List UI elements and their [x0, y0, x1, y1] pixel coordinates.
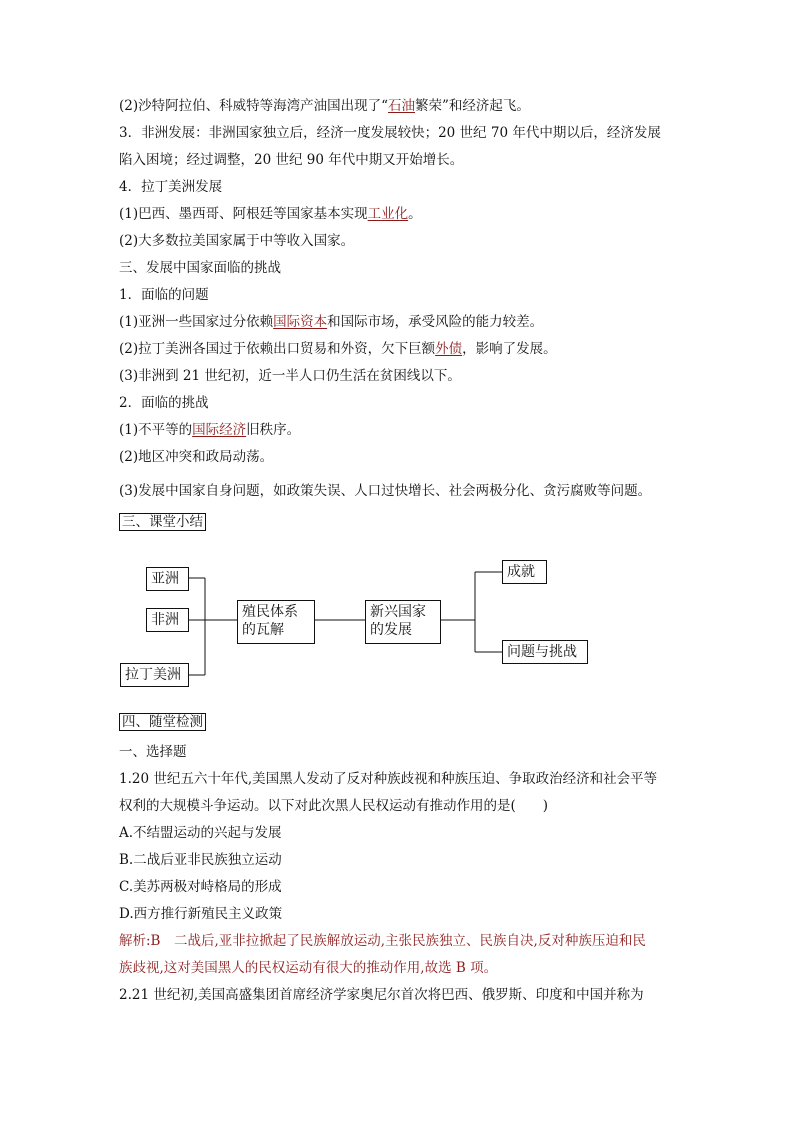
question-text: 1.20 世纪五六十年代,美国黑人发动了反对种族歧视和种族压迫、争取政治经济和社会平等 — [119, 771, 658, 787]
section-heading: 1．面临的问题 — [119, 287, 209, 303]
section-heading: 4．拉丁美洲发展 — [119, 179, 223, 195]
fill-in-answer: 工业化 — [367, 206, 409, 222]
node-africa: 非洲 — [146, 608, 189, 632]
text-line: (3)非洲到 21 世纪初，近一半人口仍生活在贫困线以下。 — [119, 368, 461, 384]
text-line: 3．非洲发展：非洲国家独立后，经济一度发展较快；20 世纪 70 年代中期以后，经济发展 — [119, 125, 661, 141]
text-line: (3)发展中国家自身问题，如政策失误、人口过快增长、社会两极分化、贪污腐败等问题。 — [119, 483, 652, 499]
node-achievements: 成就 — [502, 560, 547, 584]
option-d: D.西方推行新殖民主义政策 — [119, 906, 283, 922]
text-segment: (2)沙特阿拉伯、科威特等海湾产油国出现了“ — [119, 98, 389, 114]
node-latin-america: 拉丁美洲 — [120, 663, 189, 687]
text-segment: (2)拉丁美洲各国过于依赖出口贸易和外资，欠下巨额 — [119, 341, 436, 357]
analysis-text: 族歧视,这对美国黑人的民权运动有很大的推动作用,故选 B 项。 — [119, 960, 498, 976]
text-segment: ，影响了发展。 — [462, 341, 557, 357]
node-colonial-collapse — [237, 600, 315, 644]
boxed-heading: 四、随堂检测 — [119, 713, 206, 731]
fill-in-answer: 国际经济 — [192, 422, 247, 438]
section-heading — [119, 713, 206, 731]
text-segment: 。 — [408, 206, 422, 222]
fill-in-answer: 石油 — [388, 98, 416, 114]
node-text: 的发展 — [370, 622, 412, 638]
section-heading: 三、发展中国家面临的挑战 — [119, 260, 281, 276]
node-asia: 亚洲 — [146, 567, 189, 591]
section-heading: 2．面临的挑战 — [119, 395, 209, 411]
boxed-heading: 三、课堂小结 — [119, 513, 206, 531]
analysis-text: 解析:B 二战后,亚非拉掀起了民族解放运动,主张民族独立、民族自决,反对种族压迫和民 — [119, 933, 646, 949]
text-segment: (1)巴西、墨西哥、阿根廷等国家基本实现 — [119, 206, 368, 222]
text-segment: 和国际市场，承受风险的能力较差。 — [327, 314, 544, 330]
text-segment: (1)亚洲一些国家过分依赖 — [119, 314, 274, 330]
fill-in-answer: 外债 — [435, 341, 463, 357]
node-problems-challenges: 问题与挑战 — [502, 640, 588, 664]
text-line: (2)地区冲突和政局动荡。 — [119, 449, 274, 465]
section-heading: 一、选择题 — [119, 744, 187, 760]
text-line: (2)大多数拉美国家属于中等收入国家。 — [119, 233, 355, 249]
text-segment: (1)不平等的 — [119, 422, 193, 438]
option-b: B.二战后亚非民族独立运动 — [119, 852, 282, 868]
node-text: 殖民体系 — [242, 604, 298, 620]
option-c: C.美苏两极对峙格局的形成 — [119, 879, 282, 895]
text-segment: 旧秩序。 — [246, 422, 301, 438]
node-emerging-development — [365, 600, 441, 644]
node-text: 的瓦解 — [242, 622, 284, 638]
node-text: 新兴国家 — [370, 604, 426, 620]
text-line: 陷入困境；经过调整，20 世纪 90 年代中期又开始增长。 — [119, 152, 464, 168]
option-a: A.不结盟运动的兴起与发展 — [119, 825, 282, 841]
text-segment: 繁荣”和经济起飞。 — [415, 98, 530, 114]
question-text: 权利的大规模斗争运动。以下对此次黑人民权运动有推动作用的是( ) — [119, 798, 549, 814]
question-text: 2.21 世纪初,美国高盛集团首席经济学家奥尼尔首次将巴西、俄罗斯、印度和中国并称为 — [119, 987, 644, 1003]
fill-in-answer: 国际资本 — [273, 314, 328, 330]
